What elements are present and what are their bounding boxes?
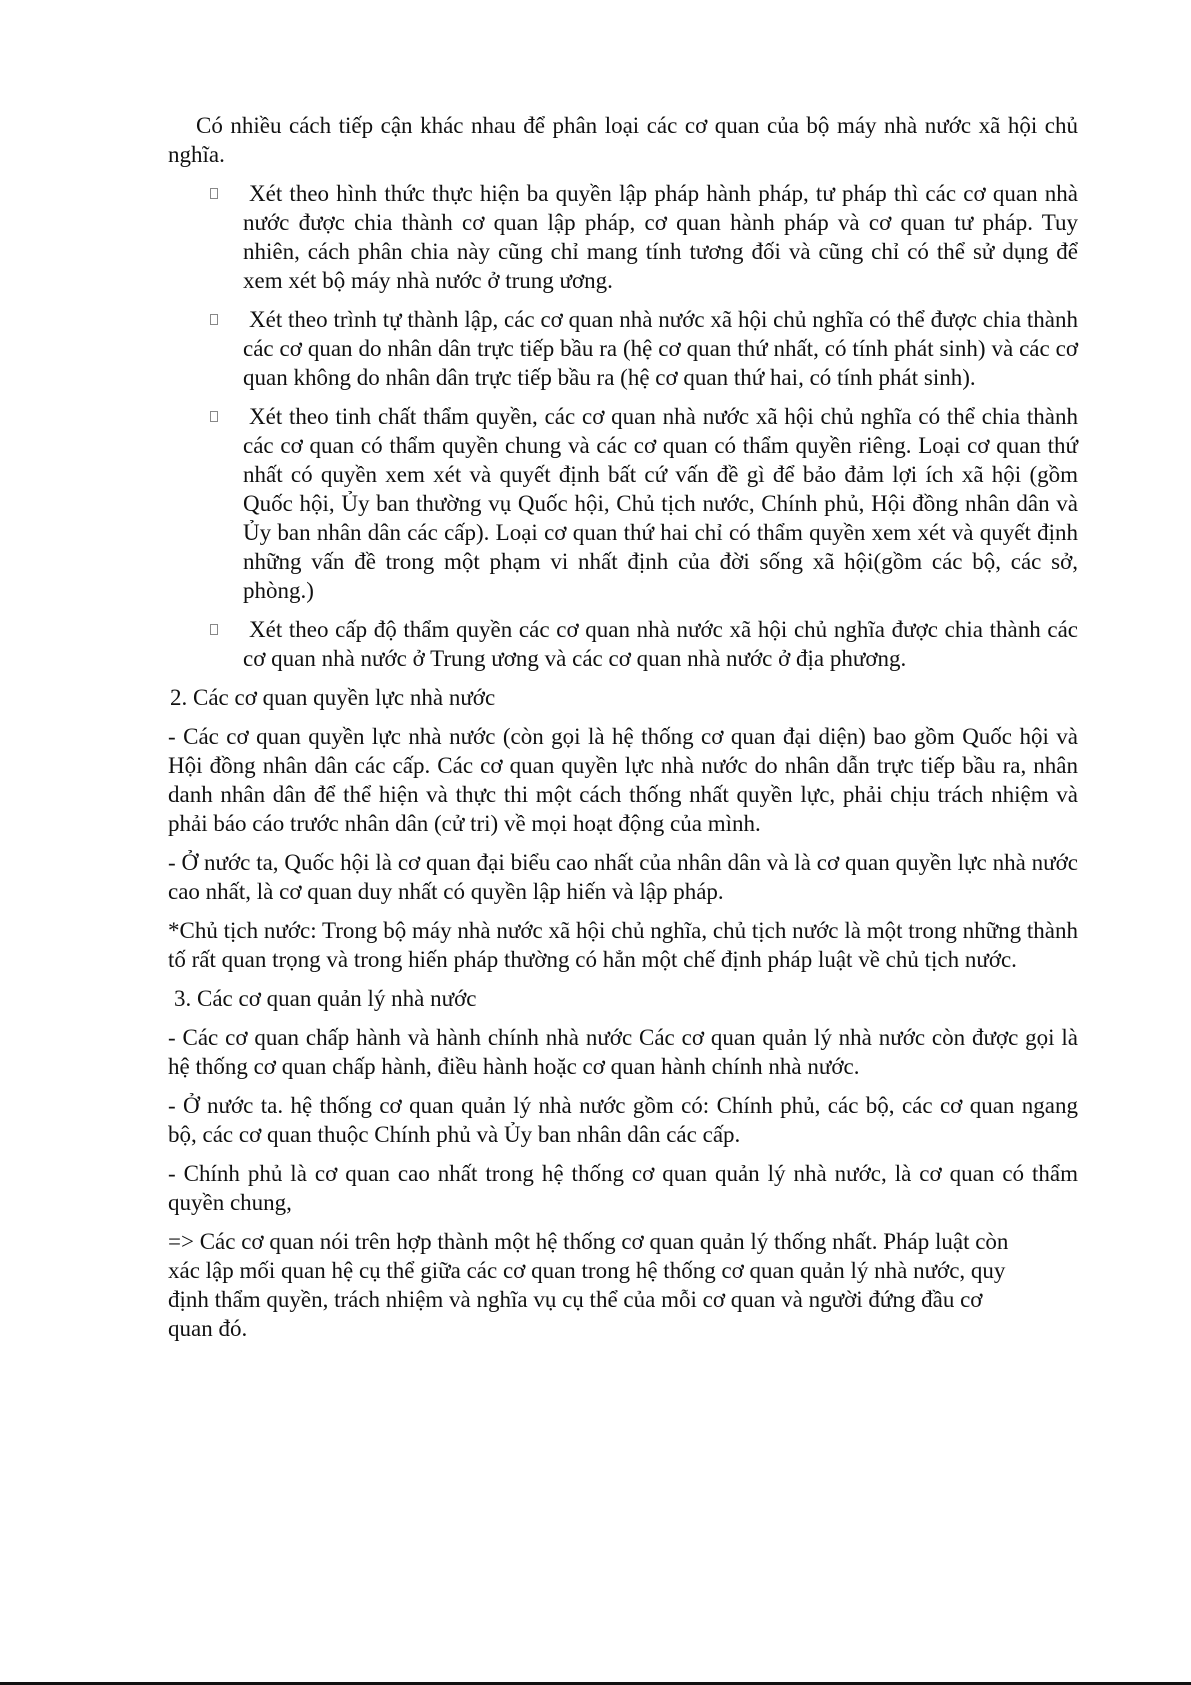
section-2-heading: 2. Các cơ quan quyền lực nhà nước <box>170 685 496 710</box>
section-2-paragraph: *Chủ tịch nước: Trong bộ máy nhà nước xã hội chủ nghĩa, chủ tịch nước là một trong những thành tố rất quan trọng và trong hiến pháp thường có hẳn một chế định pháp luật về chủ tịch nước. <box>168 918 1078 972</box>
section-2-paragraph: - Các cơ quan quyền lực nhà nước (còn gọi là hệ thống cơ quan đại diện) bao gồm Quốc hội và Hội đồng nhân dân các cấp. Các cơ quan quyền lực nhà nước do nhân dẫn trực tiếp bầu ra, nhân danh nhân dân để thể hiện và thực thi một cách thống nhất quyền lực, phải chịu trách nhiệm và phải báo cáo trước nhân dân (cử tri) về mọi hoạt động của mình. <box>168 724 1078 836</box>
classification-list <box>168 179 1078 673</box>
bullet-icon <box>210 188 218 199</box>
intro-paragraph: Có nhiều cách tiếp cận khác nhau để phân loại các cơ quan của bộ máy nhà nước xã hội chủ nghĩa. <box>168 113 1078 167</box>
section-3-paragraph: - Các cơ quan chấp hành và hành chính nhà nước Các cơ quan quản lý nhà nước còn được gọi là hệ thống cơ quan chấp hành, điều hành hoặc cơ quan hành chính nhà nước. <box>168 1025 1078 1079</box>
list-item-text: Xét theo cấp độ thẩm quyền các cơ quan nhà nước xã hội chủ nghĩa được chia thành các cơ quan nhà nước ở Trung ương và các cơ quan nhà nước ở địa phương. <box>243 617 1078 671</box>
list-item <box>243 402 1078 605</box>
section-2-paragraph: - Ở nước ta, Quốc hội là cơ quan đại biểu cao nhất của nhân dân và là cơ quan quyền lực nhà nước cao nhất, là cơ quan duy nhất có quyền lập hiến và lập pháp. <box>168 850 1078 904</box>
list-item <box>243 179 1078 295</box>
list-item <box>243 615 1078 673</box>
bullet-icon <box>210 314 218 325</box>
section-3-heading: 3. Các cơ quan quản lý nhà nước <box>174 986 477 1011</box>
document-body <box>168 111 1078 1343</box>
bullet-icon <box>210 624 218 635</box>
list-item-text: Xét theo tinh chất thẩm quyền, các cơ quan nhà nước xã hội chủ nghĩa có thể chia thành các cơ quan có thẩm quyền chung và các cơ quan có thẩm quyền riêng. Loại cơ quan thứ nhất có quyền xem xét và quyết định bất cứ vấn đề gì để bảo đảm lợi ích xã hội (gồm Quốc hội, Ủy ban thường vụ Quốc hội, Chủ tịch nước, Chính phủ, Hội đồng nhân dân và Ủy ban nhân dân các cấp). Loại cơ quan thứ hai chỉ có thẩm quyền xem xét và quyết định những vấn đề trong một phạm vi nhất định của đời sống xã hội(gồm các bộ, các sở, phòng.) <box>243 404 1078 603</box>
list-item-text: Xét theo trình tự thành lập, các cơ quan nhà nước xã hội chủ nghĩa có thể được chia thành các cơ quan do nhân dân trực tiếp bầu ra (hệ cơ quan thứ nhất, có tính phát sinh) và các cơ quan không do nhân dân trực tiếp bầu ra (hệ cơ quan thứ hai, có tính phát sinh). <box>243 307 1078 390</box>
conclusion-paragraph: => Các cơ quan nói trên hợp thành một hệ thống cơ quan quản lý thống nhất. Pháp luật còn xác lập mối quan hệ cụ thể giữa các cơ quan trong hệ thống cơ quan quản lý nhà nước, quy định thẩm quyền, trách nhiệm và nghĩa vụ cụ thể của mỗi cơ quan và người đứng đầu cơ quan đó. <box>168 1229 1009 1341</box>
section-3-paragraph: - Ở nước ta. hệ thống cơ quan quản lý nhà nước gồm có: Chính phủ, các bộ, các cơ quan ngang bộ, các cơ quan thuộc Chính phủ và Ủy ban nhân dân các cấp. <box>168 1093 1078 1147</box>
bullet-icon <box>210 411 218 422</box>
list-item-text: Xét theo hình thức thực hiện ba quyền lập pháp hành pháp, tư pháp thì các cơ quan nhà nước được chia thành cơ quan lập pháp, cơ quan hành pháp và cơ quan tư pháp. Tuy nhiên, cách phân chia này cũng chỉ mang tính tương đối và cũng chỉ có thể sử dụng để xem xét bộ máy nhà nước ở trung ương. <box>243 181 1078 293</box>
section-3-paragraph: - Chính phủ là cơ quan cao nhất trong hệ thống cơ quan quản lý nhà nước, là cơ quan có thẩm quyền chung, <box>168 1161 1078 1215</box>
list-item <box>243 305 1078 392</box>
